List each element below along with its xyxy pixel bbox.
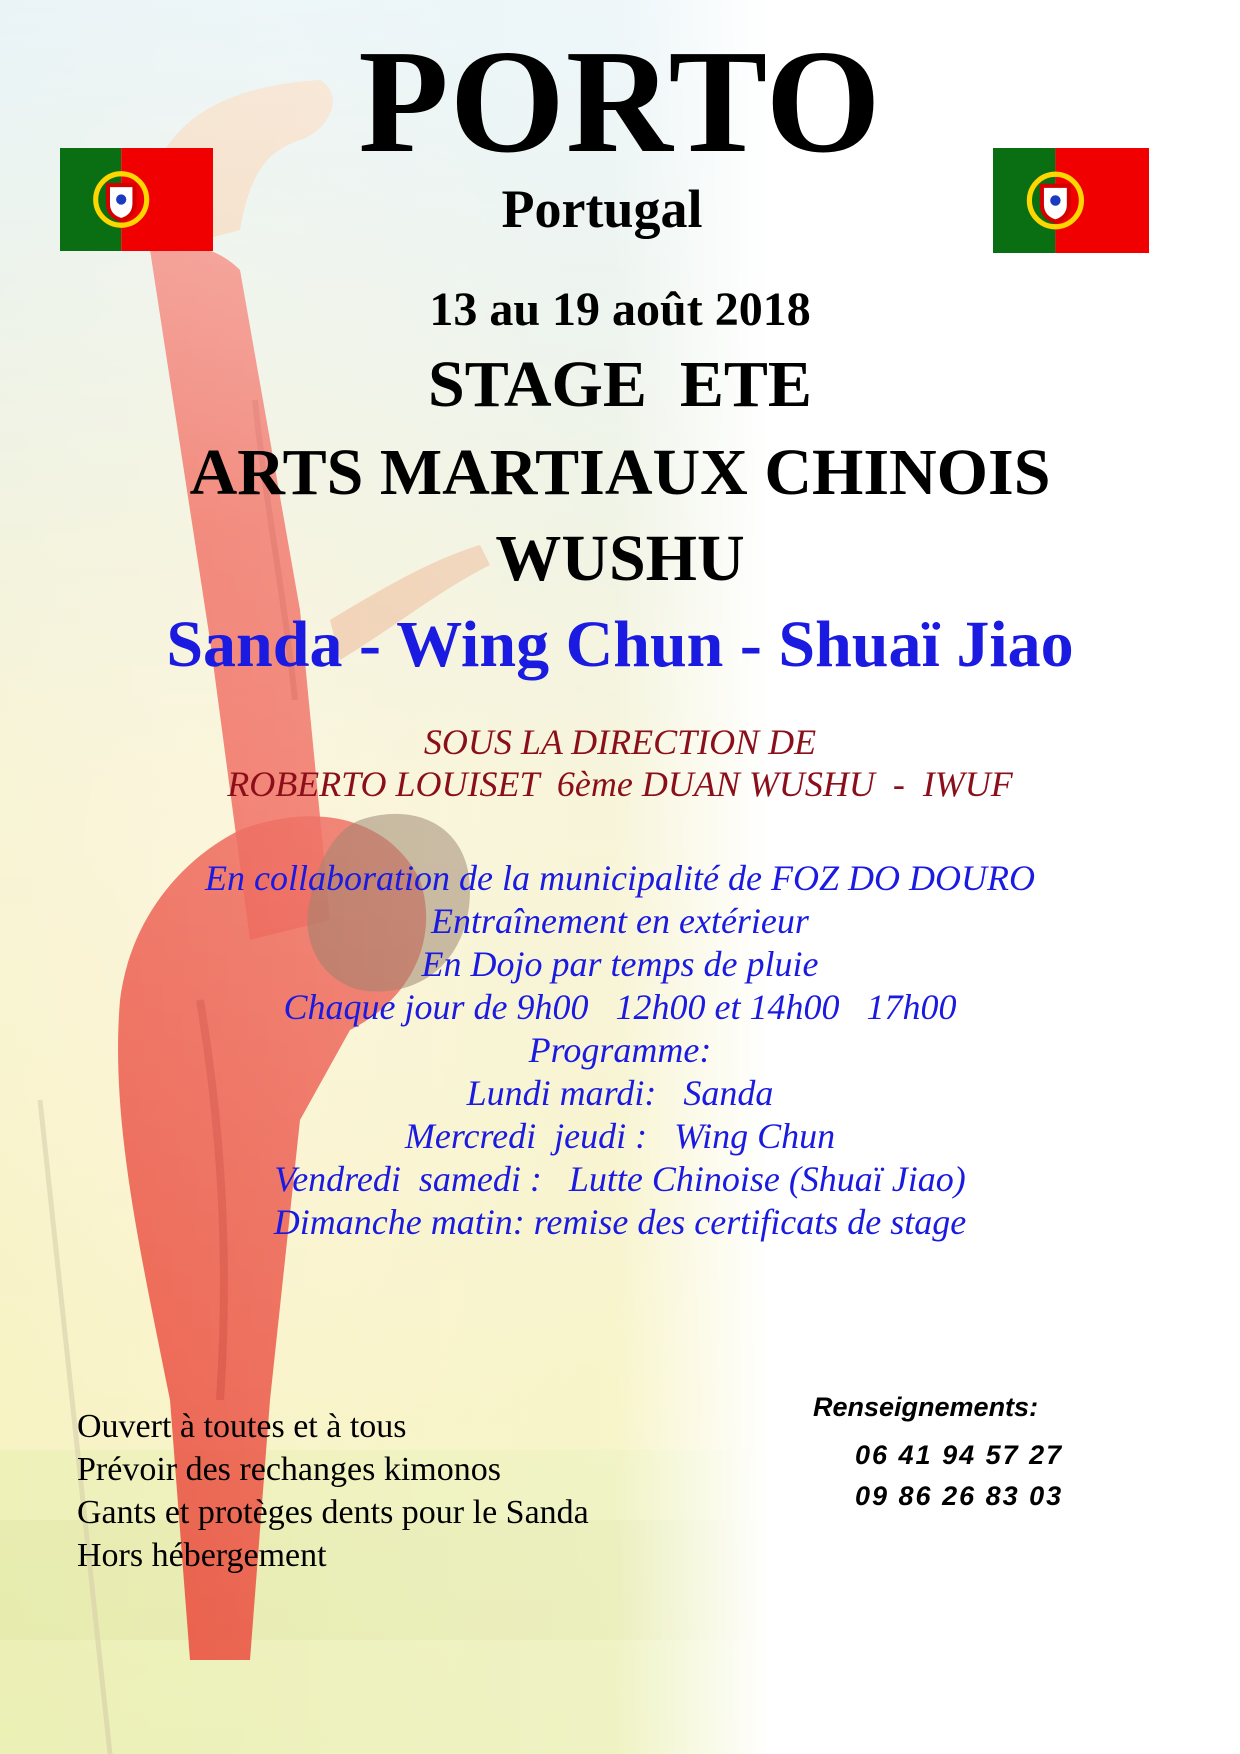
program-line: Mercredi jeudi : Wing Chun <box>404 1116 836 1156</box>
country-subtitle: Portugal <box>501 179 703 239</box>
info-line: En collaboration de la municipalité de FOZ DO DOURO <box>205 858 1035 898</box>
phone-number: 09 86 26 83 03 <box>855 1481 1064 1511</box>
program-line: Lundi mardi: Sanda <box>466 1073 774 1113</box>
program-line: Vendredi samedi : Lutte Chinoise (Shuaï Jiao) <box>274 1159 966 1199</box>
direction-line: SOUS LA DIRECTION DE <box>423 722 817 762</box>
schedule-line: Chaque jour de 9h00 12h00 et 14h00 17h00 <box>283 987 957 1027</box>
stage-title: STAGE ETE <box>428 348 812 421</box>
note-item: Prévoir des rechanges kimonos <box>77 1451 501 1488</box>
disciplines-heading: Sanda - Wing Chun - Shuaï Jiao <box>166 608 1074 681</box>
instructor-line: ROBERTO LOUISET 6ème DUAN WUSHU - IWUF <box>227 764 1013 804</box>
city-title: PORTO <box>358 20 882 184</box>
note-item: Gants et protèges dents pour le Sanda <box>77 1494 589 1531</box>
contact-block <box>813 1394 1063 1517</box>
phone-number: 06 41 94 57 27 <box>855 1440 1064 1470</box>
info-line: En Dojo par temps de pluie <box>421 944 819 984</box>
wushu-title: WUSHU <box>495 522 745 595</box>
info-line: Entraînement en extérieur <box>431 901 809 941</box>
notes-list <box>77 1405 589 1577</box>
contact-title: Renseignements: <box>813 1392 1039 1422</box>
note-item: Ouvert à toutes et à tous <box>77 1408 407 1445</box>
arts-title: ARTS MARTIAUX CHINOIS <box>189 436 1051 509</box>
program-heading: Programme: <box>528 1030 712 1070</box>
note-item: Hors hébergement <box>77 1537 327 1574</box>
program-line: Dimanche matin: remise des certificats de stage <box>273 1202 967 1242</box>
event-dates: 13 au 19 août 2018 <box>429 283 811 336</box>
